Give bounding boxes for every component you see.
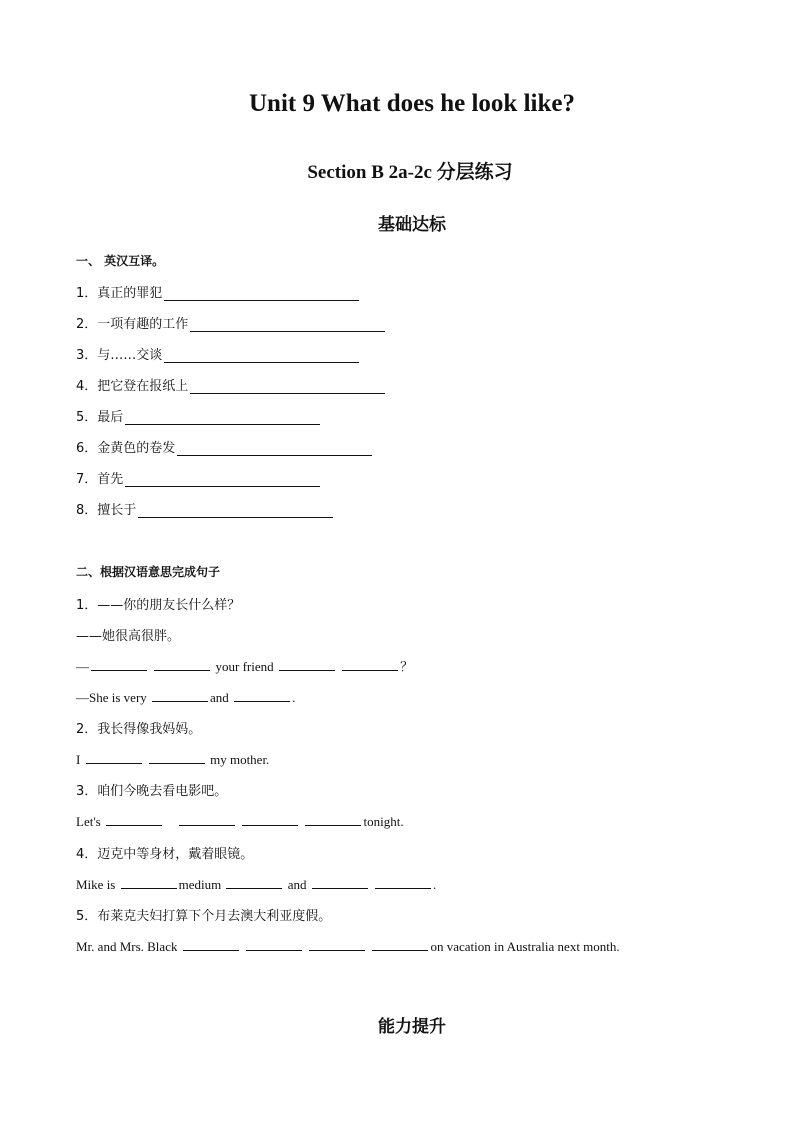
- answer-blank[interactable]: [190, 317, 385, 332]
- answer-blank[interactable]: [190, 379, 385, 394]
- answer-blank[interactable]: [164, 286, 359, 301]
- translation-item-text: 1．真正的罪犯: [76, 286, 163, 301]
- answer-blank[interactable]: [246, 937, 302, 951]
- translation-item-text: 3．与……交谈: [76, 348, 163, 363]
- translation-item-8: [76, 499, 333, 518]
- answer-blank[interactable]: [242, 812, 298, 826]
- answer-blank[interactable]: [375, 875, 431, 889]
- answer-blank[interactable]: [164, 348, 359, 363]
- answer-blank[interactable]: [121, 875, 177, 889]
- answer-blank[interactable]: [125, 472, 320, 487]
- answer-blank[interactable]: [177, 441, 372, 456]
- translation-item-5: [76, 406, 320, 425]
- q1-english-answer: [76, 688, 295, 706]
- answer-blank[interactable]: [305, 812, 361, 826]
- answer-blank[interactable]: [149, 750, 205, 764]
- answer-blank[interactable]: [179, 812, 235, 826]
- answer-blank[interactable]: [138, 503, 333, 518]
- q2-chinese: 2．我长得像我妈妈。: [76, 722, 202, 737]
- translation-item-text: 8．擅长于: [76, 503, 137, 518]
- q1-chinese-question: 1．——你的朋友长什么样？: [76, 598, 241, 613]
- answer-blank[interactable]: [86, 750, 142, 764]
- q2-english: [76, 750, 269, 768]
- answer-blank[interactable]: [342, 657, 398, 671]
- sentence-text: —She is very: [76, 690, 147, 705]
- answer-blank[interactable]: [312, 875, 368, 889]
- sentence-text: and: [287, 877, 307, 892]
- answer-blank[interactable]: [226, 875, 282, 889]
- page-title: Unit 9 What does he look like?: [249, 90, 575, 117]
- q3-english: [76, 812, 404, 830]
- answer-blank[interactable]: [309, 937, 365, 951]
- answer-blank[interactable]: [279, 657, 335, 671]
- translation-item-1: [76, 282, 359, 301]
- sentence-text: Mike is: [76, 877, 116, 892]
- sentence-text: ？: [400, 659, 414, 674]
- translation-item-3: [76, 344, 359, 363]
- sentence-text: —: [76, 659, 89, 674]
- translation-item-7: [76, 468, 320, 487]
- q4-chinese: 4．迈克中等身材，戴着眼镜。: [76, 847, 254, 862]
- answer-blank[interactable]: [91, 657, 147, 671]
- q1-chinese-answer: ——她很高很胖。: [76, 629, 181, 644]
- translation-item-4: [76, 375, 385, 394]
- sentence-text: .: [433, 877, 437, 892]
- translation-item-2: [76, 313, 385, 332]
- sentence-text: medium: [178, 877, 222, 892]
- translation-item-text: 7．首先: [76, 472, 124, 487]
- q5-english: [76, 937, 620, 955]
- q3-chinese: 3．咱们今晚去看电影吧。: [76, 784, 228, 799]
- sentence-text: my mother.: [210, 752, 270, 767]
- sentence-text: .: [292, 690, 296, 705]
- answer-blank[interactable]: [154, 657, 210, 671]
- sentence-text: I: [76, 752, 81, 767]
- sentence-text: your friend: [215, 659, 274, 674]
- part1-heading: 一、 英汉互译。: [76, 254, 165, 268]
- translation-item-text: 2．一项有趣的工作: [76, 317, 189, 332]
- sentence-text: Let's: [76, 814, 101, 829]
- answer-blank[interactable]: [125, 410, 320, 425]
- answer-blank[interactable]: [152, 688, 208, 702]
- sentence-text: tonight.: [363, 814, 404, 829]
- q4-english: [76, 875, 436, 893]
- answer-blank[interactable]: [183, 937, 239, 951]
- sentence-text: Mr. and Mrs. Black: [76, 939, 178, 954]
- answer-blank[interactable]: [234, 688, 290, 702]
- translation-item-6: [76, 437, 372, 456]
- sentence-text: and: [210, 690, 229, 705]
- answer-blank[interactable]: [106, 812, 162, 826]
- level-basic-heading: 基础达标: [378, 215, 446, 235]
- sentence-text: on vacation in Australia next month.: [430, 939, 620, 954]
- level-advanced-heading: 能力提升: [378, 1017, 446, 1037]
- translation-item-text: 4．把它登在报纸上: [76, 379, 189, 394]
- translation-item-text: 5．最后: [76, 410, 124, 425]
- translation-item-text: 6．金黄色的卷发: [76, 441, 176, 456]
- part2-heading: 二、根据汉语意思完成句子: [76, 565, 221, 579]
- q1-english-question: [76, 656, 413, 675]
- answer-blank[interactable]: [372, 937, 428, 951]
- q5-chinese: 5．布莱克夫妇打算下个月去澳大利亚度假。: [76, 909, 332, 924]
- section-subtitle: Section B 2a-2c 分层练习: [307, 162, 513, 183]
